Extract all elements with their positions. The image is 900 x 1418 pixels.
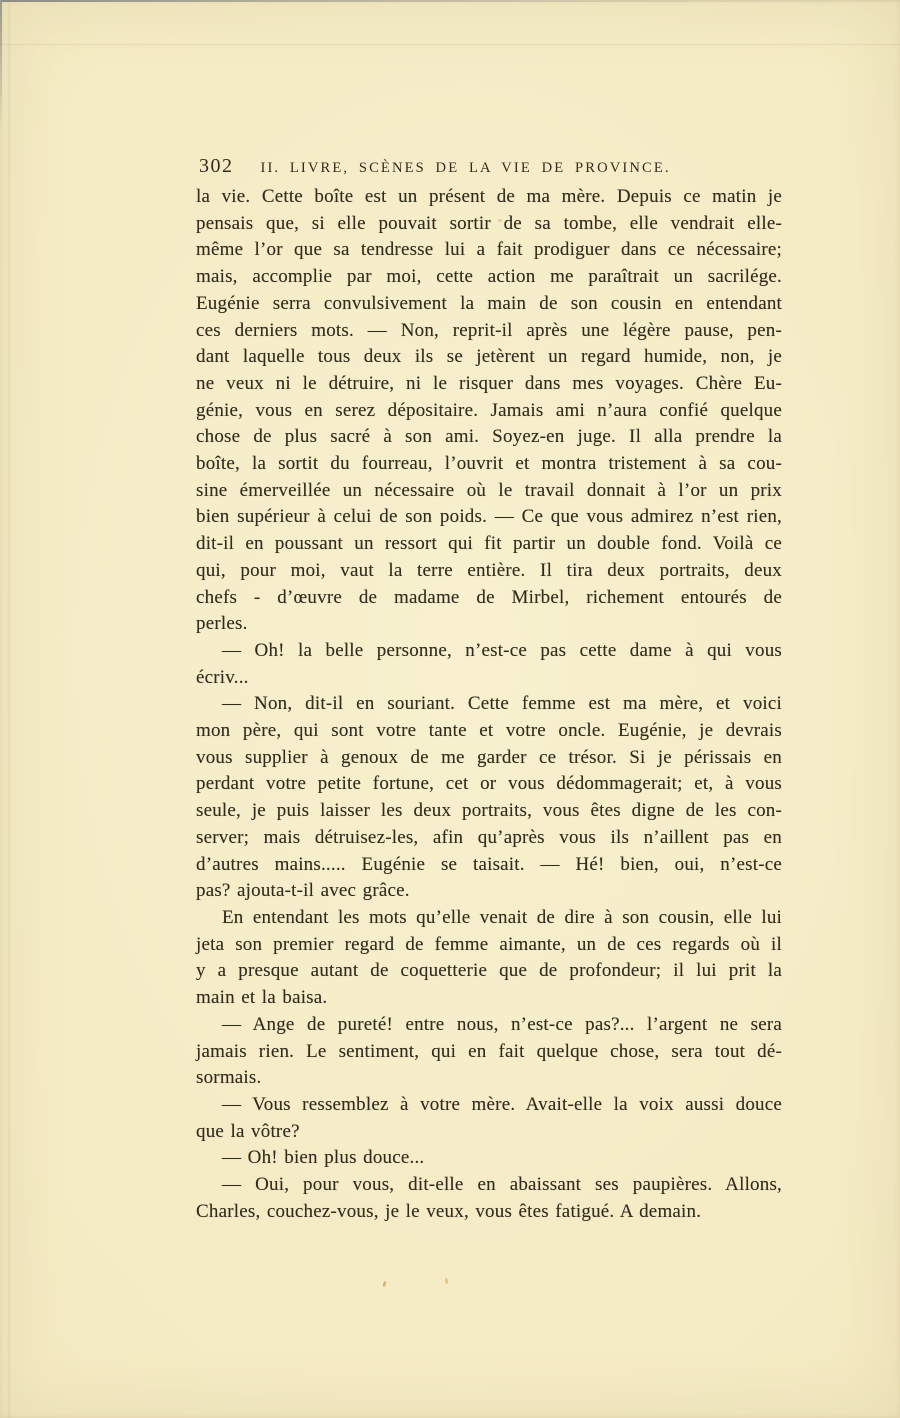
body-text xyxy=(196,184,782,1225)
text-line: que la vôtre? xyxy=(196,1120,300,1142)
text-line: seule, je puis laisser les deux portraits, vous êtes digne de les con- xyxy=(196,800,782,822)
text-line: server; mais détruisez-les, afin qu’après vous ils n’aillent pas en xyxy=(196,826,782,848)
text-line: — Oh! la belle personne, n’est-ce pas cette dame à qui vous xyxy=(222,639,782,661)
text-line: dant laquelle tous deux ils se jetèrent un regard humide, non, je xyxy=(196,346,782,368)
paragraph xyxy=(196,691,782,905)
paper-crease-vertical xyxy=(7,0,11,1418)
text-line: Eugénie serra convulsivement la main de son cousin en entendant xyxy=(196,292,782,314)
text-line: sine émerveillée un nécessaire où le travail donnait à l’or un prix xyxy=(196,479,782,501)
page-number: 302 xyxy=(199,155,234,177)
text-line: d’autres mains..... Eugénie se taisait. — Hé! bien, oui, n’est-ce xyxy=(196,853,782,875)
text-line: pensais que, si elle pouvait sortir de sa tombe, elle vendrait elle- xyxy=(196,212,782,234)
paragraph xyxy=(196,905,782,1012)
text-line: jamais rien. Le sentiment, qui en fait quelque chose, sera tout dé- xyxy=(196,1040,782,1062)
text-line: ces derniers mots. — Non, reprit-il après une légère pause, pen- xyxy=(196,319,782,341)
text-line: vous supplier à genoux de me garder ce trésor. Si je périssais en xyxy=(196,746,782,768)
text-line: perdant votre petite fortune, cet or vous dédommagerait; et, à vous xyxy=(196,773,782,795)
text-line: y a presque autant de coquetterie que de profondeur; il lui prit la xyxy=(196,960,782,982)
scan-edge-top xyxy=(0,0,900,2)
text-line: bien supérieur à celui de son poids. — Ce que vous admirez n’est rien, xyxy=(196,506,782,528)
text-line: perles. xyxy=(196,613,248,635)
text-line: main et la baisa. xyxy=(196,987,328,1009)
text-line: — Ange de pureté! entre nous, n’est-ce pas?... l’argent ne sera xyxy=(222,1013,782,1035)
paper-crease-horizontal xyxy=(0,43,900,46)
text-line: ne veux ni le détruire, ni le risquer dans mes voyages. Chère Eu- xyxy=(196,372,782,394)
text-line: même l’or que sa tendresse lui a fait prodiguer dans ce nécessaire; xyxy=(196,239,782,261)
text-line: écriv... xyxy=(196,666,249,688)
paragraph xyxy=(196,1012,782,1092)
text-line: mais, accomplie par moi, cette action me paraîtrait un sacrilége. xyxy=(196,266,782,288)
text-line: En entendant les mots qu’elle venait de dire à son cousin, elle lui xyxy=(222,906,782,928)
text-line: Charles, couchez-vous, je le veux, vous êtes fatigué. A demain. xyxy=(196,1200,702,1222)
text-line: — Oui, pour vous, dit-elle en abaissant ses paupières. Allons, xyxy=(222,1174,782,1196)
text-line: dit-il en poussant un ressort qui fit partir un double fond. Voilà ce xyxy=(196,533,782,555)
paragraph xyxy=(196,1145,782,1172)
text-line: — Oh! bien plus douce... xyxy=(222,1147,425,1169)
text-line: — Non, dit-il en souriant. Cette femme est ma mère, et voici xyxy=(222,693,782,715)
text-line: mon père, qui sont votre tante et votre oncle. Eugénie, je devrais xyxy=(196,720,782,742)
text-line: sormais. xyxy=(196,1067,262,1089)
paper-speck xyxy=(382,1281,386,1288)
text-line: — Vous ressemblez à votre mère. Avait-elle la voix aussi douce xyxy=(222,1093,782,1115)
text-line: chefs - d’œuvre de madame de Mirbel, richement entourés de xyxy=(196,586,782,608)
paragraph xyxy=(196,184,782,638)
text-line: boîte, la sortit du fourreau, l’ouvrit et montra tristement à sa cou- xyxy=(196,453,782,475)
text-line: jeta son premier regard de femme aimante, un de ces regards où il xyxy=(196,933,782,955)
paper-speck xyxy=(445,1278,449,1284)
text-line: pas? ajouta-t-il avec grâce. xyxy=(196,880,410,902)
text-line: génie, vous en serez dépositaire. Jamais ami n’aura confié quelque xyxy=(196,399,782,421)
paragraph xyxy=(196,1172,782,1225)
text-line: la vie. Cette boîte est un présent de ma mère. Depuis ce matin je xyxy=(196,186,782,207)
scan-edge-left xyxy=(0,0,2,130)
text-line: qui, pour moi, vaut la terre entière. Il tira deux portraits, deux xyxy=(196,559,782,581)
paragraph xyxy=(196,638,782,691)
running-title: II. LIVRE, SCÈNES DE LA VIE DE PROVINCE. xyxy=(260,160,671,176)
paragraph xyxy=(196,1092,782,1145)
paper-speck xyxy=(498,219,502,222)
text-line: chose de plus sacré à son ami. Soyez-en juge. Il alla prendre la xyxy=(196,426,782,448)
running-head xyxy=(199,154,785,180)
